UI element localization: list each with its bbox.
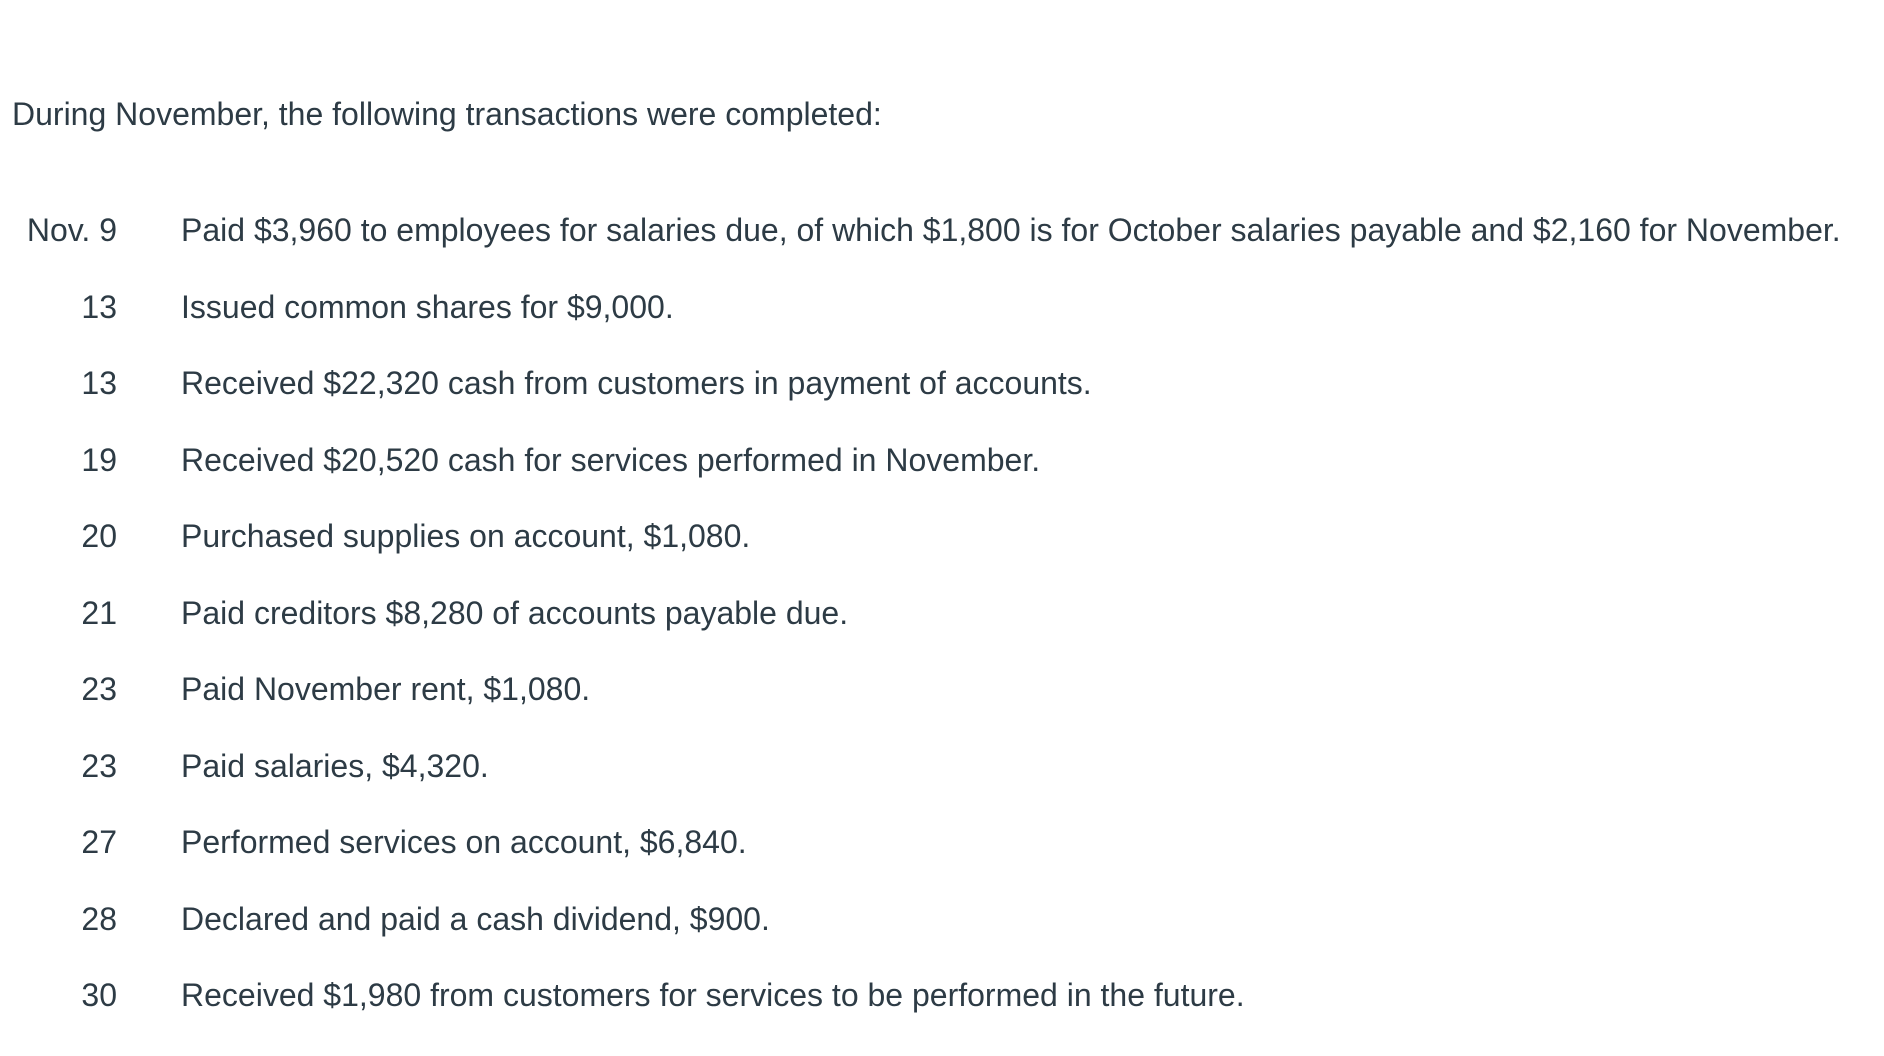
transaction-date: 21	[81, 594, 117, 631]
transaction-description: Received $20,520 cash for services performed in November.	[181, 441, 1041, 478]
transaction-description: Paid creditors $8,280 of accounts payable due.	[181, 594, 849, 631]
transaction-description: Performed services on account, $6,840.	[181, 824, 747, 861]
transaction-date: 27	[81, 824, 117, 861]
transaction-row	[0, 345, 1841, 422]
transaction-date: 30	[81, 977, 117, 1014]
transaction-date: 13	[81, 288, 117, 325]
transaction-date: 20	[81, 518, 117, 555]
transaction-date: 28	[81, 900, 117, 937]
transaction-description: Paid $3,960 to employees for salaries due, of which $1,800 is for October salaries payable and $2,160 for November.	[181, 212, 1841, 249]
transaction-row	[0, 881, 1841, 958]
transaction-description: Received $22,320 cash from customers in payment of accounts.	[181, 365, 1092, 402]
transaction-date: 23	[81, 671, 117, 708]
transaction-description: Issued common shares for $9,000.	[181, 288, 674, 325]
transaction-row	[0, 728, 1841, 805]
transaction-row	[0, 804, 1841, 881]
transaction-row	[0, 957, 1841, 1034]
transaction-row	[0, 422, 1841, 499]
transaction-date: 19	[81, 441, 117, 478]
transaction-date: 13	[81, 365, 117, 402]
transaction-row	[0, 651, 1841, 728]
transaction-description: Paid November rent, $1,080.	[181, 671, 591, 708]
transaction-row	[0, 575, 1841, 652]
transaction-row	[0, 192, 1841, 269]
transaction-description: Paid salaries, $4,320.	[181, 747, 489, 784]
transactions-table	[0, 192, 1841, 1034]
transaction-date: 23	[81, 747, 117, 784]
transaction-row	[0, 269, 1841, 346]
transaction-description: Received $1,980 from customers for services to be performed in the future.	[181, 977, 1245, 1014]
transaction-row	[0, 498, 1841, 575]
transaction-description: Declared and paid a cash dividend, $900.	[181, 900, 770, 937]
transaction-date: Nov. 9	[26, 212, 117, 249]
transaction-description: Purchased supplies on account, $1,080.	[181, 518, 751, 555]
intro-text: During November, the following transactions were completed:	[12, 96, 882, 132]
